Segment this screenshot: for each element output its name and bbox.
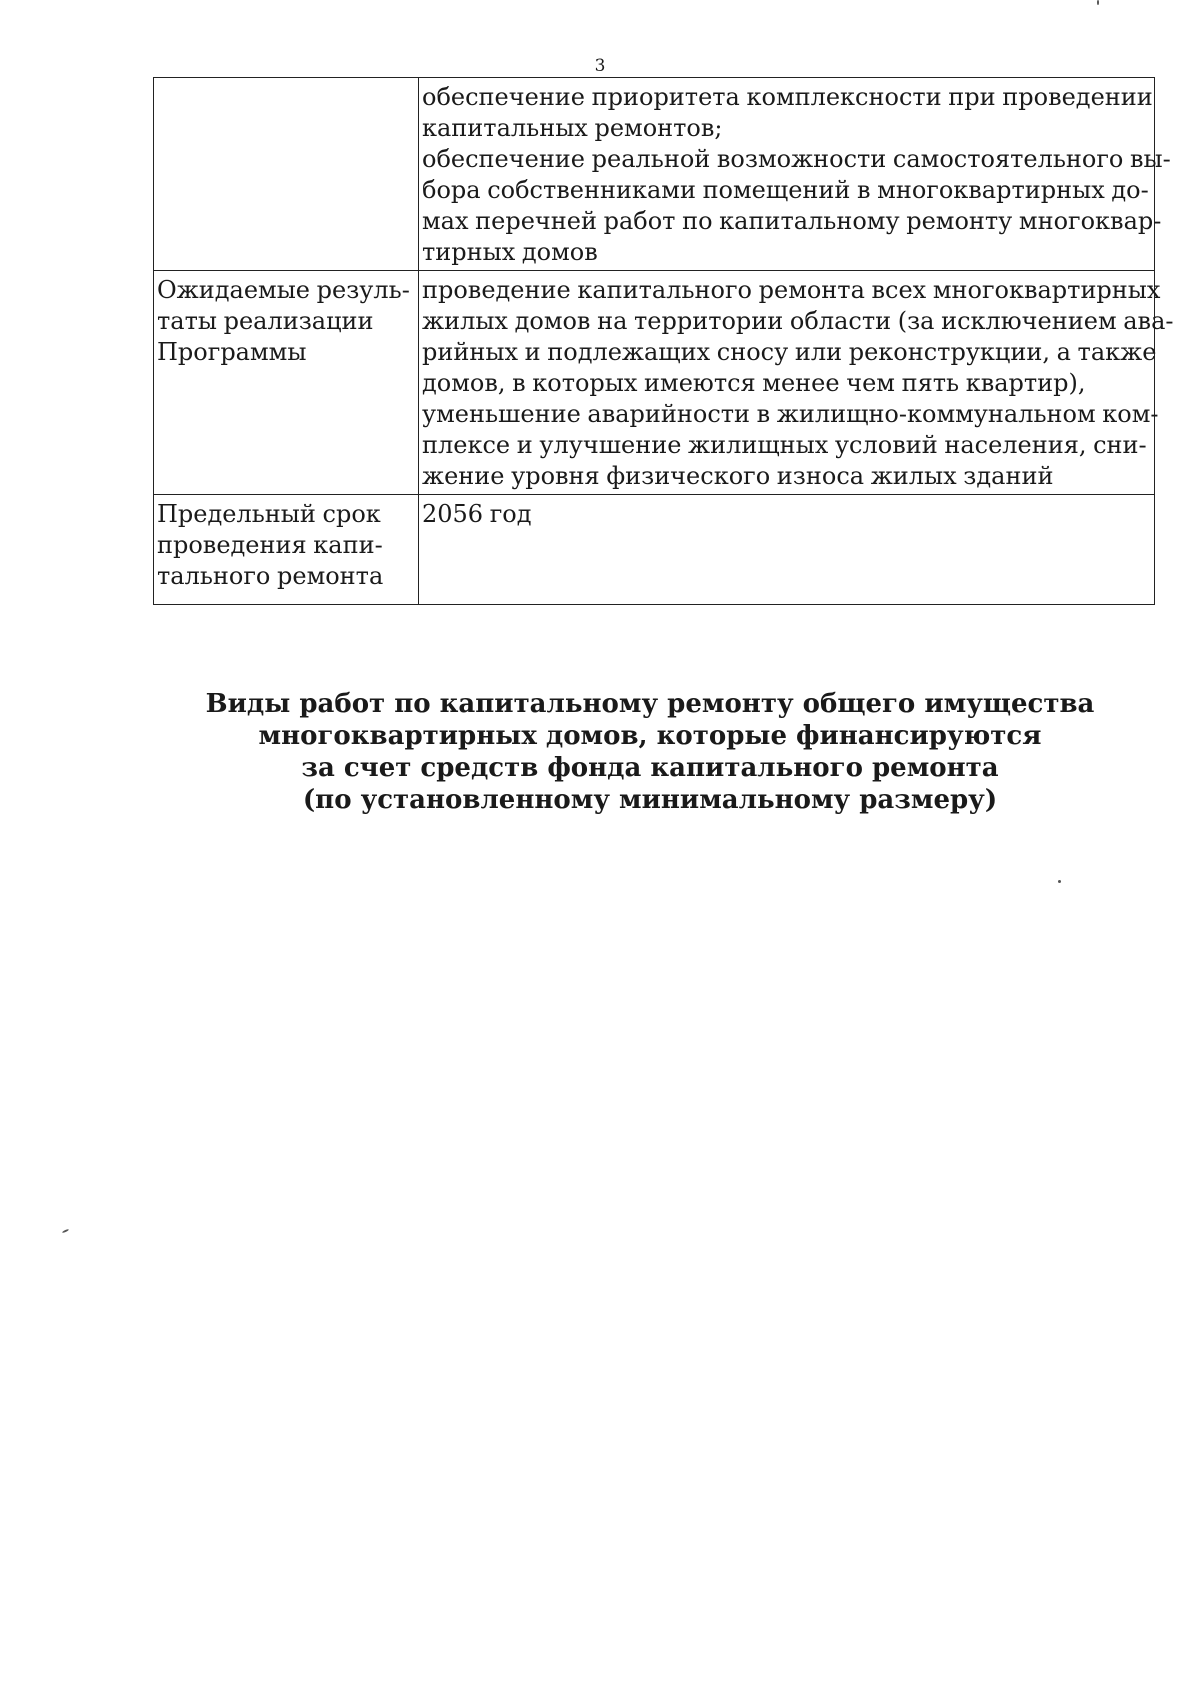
cell-text-line: жение уровня физического износа жилых зданий (422, 462, 1054, 490)
scan-speck (1058, 880, 1061, 883)
heading-line: многоквартирных домов, которые финансируются (258, 721, 1042, 751)
row-value-expected-results (419, 271, 1174, 495)
cell-text-line: тального ремонта (157, 562, 384, 590)
row-value-deadline (419, 495, 1155, 605)
heading-line: за счет средств фонда капитального ремонта (301, 753, 999, 783)
cell-text-line: обеспечение приоритета комплексности при проведении (422, 83, 1153, 111)
program-passport-table (153, 77, 1174, 605)
cell-text-line: 2056 год (422, 500, 532, 528)
table-row (154, 495, 1155, 605)
heading-line: Виды работ по капитальному ремонту общего имущества (205, 689, 1095, 719)
cell-text-line: жилых домов на территории области (за исключением ава- (422, 307, 1174, 335)
cell-text-line: Программы (157, 338, 307, 366)
cell-text-line: капитальных ремонтов; (422, 114, 723, 142)
row-label-empty (154, 78, 419, 271)
scan-speck (1097, 0, 1099, 5)
cell-text-line: Ожидаемые резуль- (157, 276, 410, 304)
cell-text-line: Предельный срок (157, 500, 381, 528)
row-label-expected-results (154, 271, 419, 495)
page-number: 3 (594, 56, 606, 76)
cell-text-line: плексе и улучшение жилищных условий населения, сни- (422, 431, 1147, 459)
cell-text-line: бора собственниками помещений в многоквартирных до- (422, 176, 1149, 204)
cell-text-line: проведение капитального ремонта всех многоквартирных (422, 276, 1161, 304)
heading-line: (по установленному минимальному размеру) (302, 785, 998, 815)
table-row (154, 78, 1155, 271)
table-row (154, 271, 1155, 495)
cell-text-line: проведения капи- (157, 531, 383, 559)
cell-text-line: тирных домов (422, 238, 598, 266)
cell-text-line: обеспечение реальной возможности самостоятельного вы- (422, 145, 1171, 173)
row-label-deadline (154, 495, 419, 605)
cell-text-line: рийных и подлежащих сносу или реконструкции, а также (422, 338, 1157, 366)
cell-text-line: мах перечней работ по капитальному ремонту многоквар- (422, 207, 1162, 235)
section-heading (0, 688, 1200, 816)
cell-text-line: уменьшение аварийности в жилищно-коммунальном ком- (422, 400, 1159, 428)
scan-speck (62, 1229, 69, 1234)
cell-text-line: домов, в которых имеются менее чем пять квартир), (422, 369, 1086, 397)
row-value-objectives (419, 78, 1171, 271)
cell-text-line: таты реализации (157, 307, 374, 335)
